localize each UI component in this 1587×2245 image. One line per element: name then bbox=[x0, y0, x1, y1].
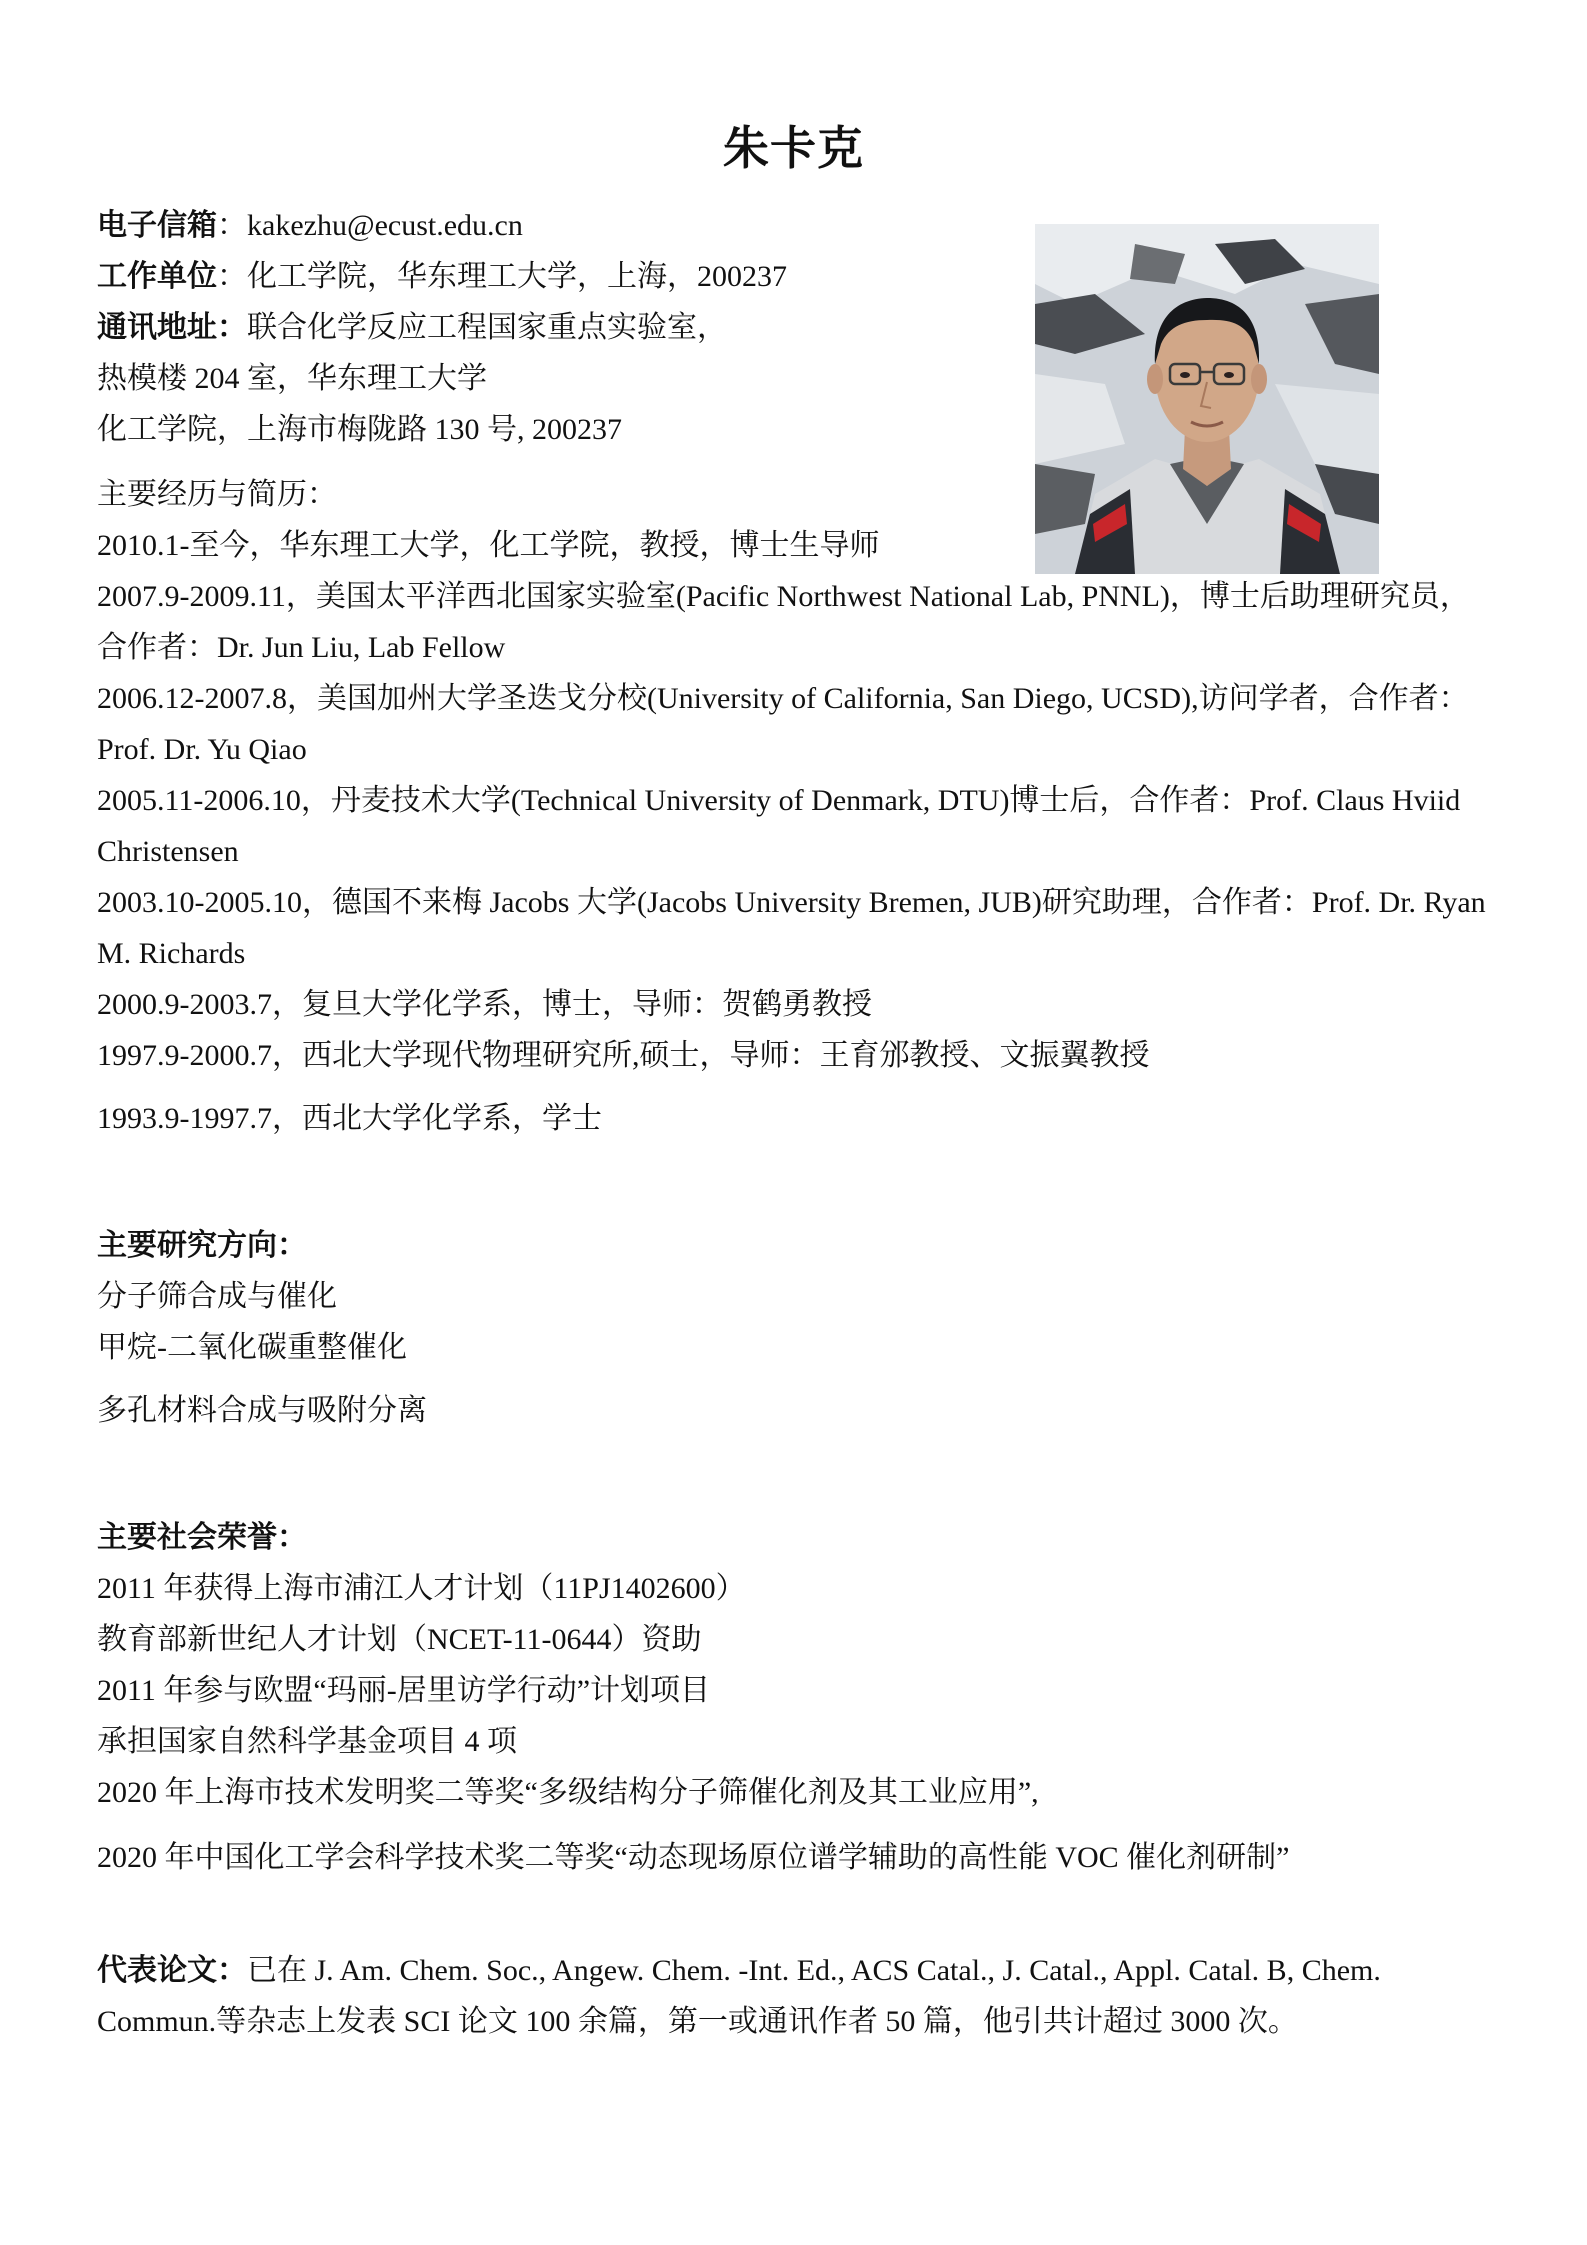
honor-item: 教育部新世纪人才计划（NCET-11-0644）资助 bbox=[97, 1623, 702, 1656]
experience-item: 2003.10-2005.10，德国不来梅 Jacobs 大学(Jacobs University Bremen, JUB)研究助理，合作者：Prof. Dr. Ryan M. Richards bbox=[97, 886, 1486, 970]
address-line-1: 联合化学反应工程国家重点实验室， bbox=[247, 311, 727, 344]
address-label: 通讯地址： bbox=[97, 310, 247, 345]
experience-item: 2010.1-至今，华东理工大学，化工学院，教授，博士生导师 bbox=[97, 529, 880, 562]
research-item: 分子筛合成与催化 bbox=[97, 1280, 337, 1313]
unit-value: ：化工学院，华东理工大学，上海，200237 bbox=[217, 260, 787, 293]
papers-label: 代表论文： bbox=[97, 1953, 247, 1988]
email-label: 电子信箱 bbox=[97, 208, 217, 243]
experience-item: 2000.9-2003.7，复旦大学化学系，博士，导师：贺鹤勇教授 bbox=[97, 988, 872, 1021]
experience-item: 2005.11-2006.10，丹麦技术大学(Technical University of Denmark, DTU)博士后，合作者：Prof. Claus Hviid Christensen bbox=[97, 784, 1461, 868]
unit-line bbox=[97, 251, 1497, 302]
research-item: 甲烷-二氧化碳重整催化 bbox=[97, 1331, 407, 1364]
research-heading: 主要研究方向： bbox=[97, 1228, 307, 1263]
papers-paragraph bbox=[97, 1945, 1497, 2047]
experience-heading: 主要经历与简历： bbox=[97, 478, 337, 511]
papers-text: 已在 J. Am. Chem. Soc., Angew. Chem. -Int. Ed., ACS Catal., J. Catal., Appl. Catal. B, Chem. Commun.等杂志上发表 SCI 论文 100 余篇，第一或通讯作者 50 篇，他引共计超过 3000 次。 bbox=[97, 1954, 1381, 2038]
experience-item: 2007.9-2009.11，美国太平洋西北国家实验室(Pacific Northwest National Lab, PNNL)，博士后助理研究员，合作者：Dr. Jun Liu, Lab Fellow bbox=[97, 580, 1470, 664]
experience-item: 2006.12-2007.8，美国加州大学圣迭戈分校(University of California, San Diego, UCSD),访问学者，合作者：Prof. Dr. Yu Qiao bbox=[97, 682, 1469, 766]
address-line bbox=[97, 302, 1497, 353]
experience-item: 1997.9-2000.7，西北大学现代物理研究所,硕士，导师：王育邠教授、文振翼教授 bbox=[97, 1039, 1150, 1072]
honors-heading: 主要社会荣誉： bbox=[97, 1520, 307, 1555]
honor-item: 2020 年上海市技术发明奖二等奖“多级结构分子筛催化剂及其工业应用”, bbox=[97, 1776, 1039, 1809]
page-title: 朱卡克 bbox=[723, 121, 864, 175]
experience-item: 1993.9-1997.7，西北大学化学系，学士 bbox=[97, 1102, 602, 1135]
email-value: ：kakezhu@ecust.edu.cn bbox=[217, 209, 523, 242]
honor-item: 2020 年中国化工学会科学技术奖二等奖“动态现场原位谱学辅助的高性能 VOC 催化剂研制” bbox=[97, 1841, 1290, 1874]
honor-item: 2011 年参与欧盟“玛丽-居里访学行动”计划项目 bbox=[97, 1674, 711, 1707]
honor-item: 承担国家自然科学基金项目 4 项 bbox=[97, 1725, 517, 1758]
unit-label: 工作单位 bbox=[97, 259, 217, 294]
email-line bbox=[97, 200, 1497, 251]
address-line-2: 热模楼 204 室，华东理工大学 bbox=[97, 362, 487, 395]
honor-item: 2011 年获得上海市浦江人才计划（11PJ1402600） bbox=[97, 1572, 746, 1605]
research-item: 多孔材料合成与吸附分离 bbox=[97, 1394, 427, 1427]
resume-body bbox=[97, 200, 1497, 2047]
address-line-3: 化工学院，上海市梅陇路 130 号, 200237 bbox=[97, 413, 622, 446]
